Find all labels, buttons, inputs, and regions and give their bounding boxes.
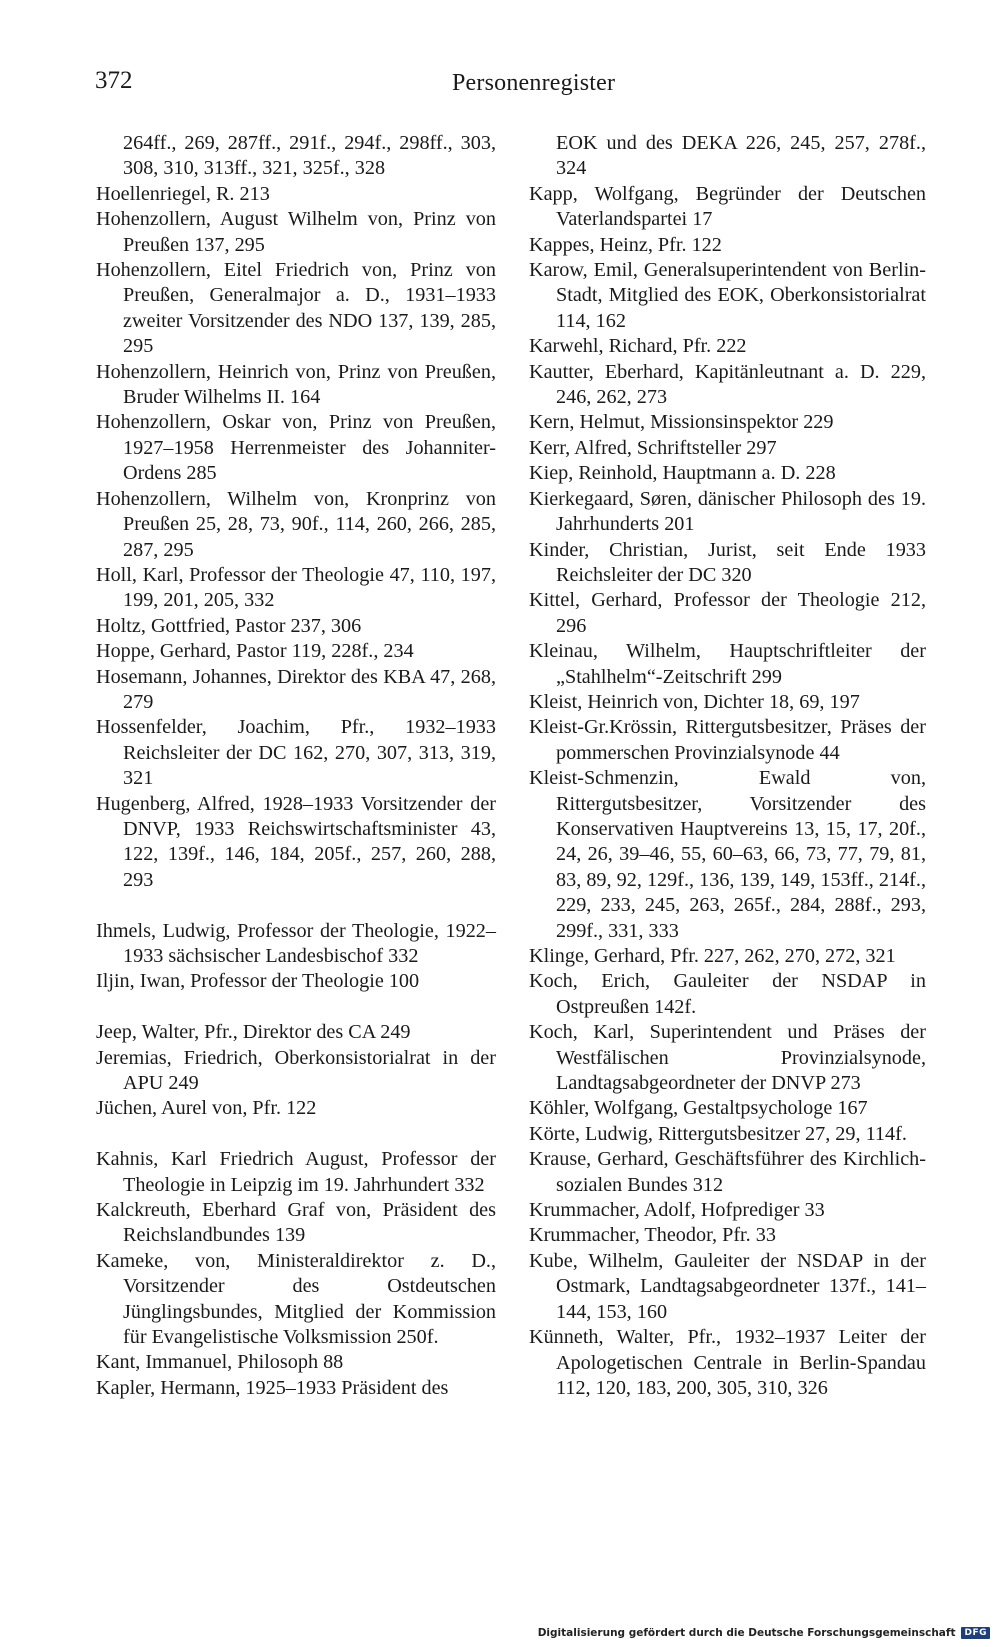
index-entry: Hoellenriegel, R. 213 [96,182,270,205]
index-entry: Krummacher, Adolf, Hofprediger 33 [529,1199,825,1222]
index-entry: Karwehl, Richard, Pfr. 222 [529,335,747,358]
footer-text: Digitalisierung gefördert durch die Deutsche Forschungsgemeinschaft [537,1627,956,1639]
index-entry: Kleist-Gr.Krössin, Rittergutsbesitzer, Präses der pommerschen Provinzialsynode 44 [529,716,926,764]
index-entry: Holtz, Gottfried, Pastor 237, 306 [96,614,362,637]
index-entry: Hohenzollern, August Wilhelm von, Prinz von Preußen 137, 295 [96,208,496,256]
index-entry: Köhler, Wolfgang, Gestaltpsychologe 167 [529,1097,868,1120]
index-entry: Hossenfelder, Joachim, Pfr., 1932–1933 Reichsleiter der DC 162, 270, 307, 313, 319, 321 [96,716,496,790]
index-entry: Kameke, von, Ministeraldirektor z. D., Vorsitzender des Ostdeutschen Jünglingsbundes, Mitglied der Kommission für Evangelistische Volksmission 250f. [96,1249,496,1349]
index-entry: Hohenzollern, Wilhelm von, Kronprinz von Preußen 25, 28, 73, 90f., 114, 260, 266, 285, 287, 295 [96,487,496,561]
index-entry: Hoppe, Gerhard, Pastor 119, 228f., 234 [96,640,414,663]
index-entry: Hohenzollern, Heinrich von, Prinz von Preußen, Bruder Wilhelms II. 164 [96,360,496,409]
index-entry: Ihmels, Ludwig, Professor der Theologie, 1922–1933 sächsischer Landesbischof 332 [96,919,496,967]
index-entry: Holl, Karl, Professor der Theologie 47, 110, 197, 199, 201, 205, 332 [96,563,496,612]
page-number: 372 [95,67,133,94]
index-column-right [529,131,926,1401]
index-entry: Klinge, Gerhard, Pfr. 227, 262, 270, 272, 321 [529,945,896,967]
index-entry: Kappes, Heinz, Pfr. 122 [529,233,722,256]
index-entry: Kleist-Schmenzin, Ewald von, Rittergutsbesitzer, Vorsitzender des Konservativen Hauptvereins 13, 15, 17, 20f., 24, 26, 39–46, 55, 60–63, 66, 73, 77, 79, 81, 83, 89, 92, 129f., 136, 139, 149, 153ff., 214f., 229, 233, 245, 263, 265f., 284, 288f., 293, 299f., 331, 333 [529,767,926,942]
index-entry: Kerr, Alfred, Schriftsteller 297 [529,436,777,459]
index-entry: Körte, Ludwig, Rittergutsbesitzer 27, 29, 114f. [529,1122,907,1145]
index-entry: Kinder, Christian, Jurist, seit Ende 1933 Reichsleiter der DC 320 [529,538,926,586]
index-entry: Kittel, Gerhard, Professor der Theologie 212, 296 [529,589,926,637]
index-entry: Künneth, Walter, Pfr., 1932–1937 Leiter der Apologetischen Centrale in Berlin-Spandau 112, 120, 183, 200, 305, 310, 326 [529,1326,926,1399]
index-entry: Kapp, Wolfgang, Begründer der Deutschen Vaterlandspartei 17 [529,182,926,231]
index-entry: Jeremias, Friedrich, Oberkonsistorialrat in der APU 249 [96,1046,496,1094]
index-entry: Hohenzollern, Eitel Friedrich von, Prinz von Preußen, Generalmajor a. D., 1931–1933 zweiter Vorsitzender des NDO 137, 139, 285, 295 [96,259,496,358]
index-entry: Hohenzollern, Oskar von, Prinz von Preußen, 1927–1958 Herrenmeister des Johanniter-Ordens 285 [96,411,496,485]
index-entry: Kant, Immanuel, Philosoph 88 [96,1351,344,1374]
digitization-footer [538,1627,990,1639]
index-entry: Krause, Gerhard, Geschäftsführer des Kirchlich-sozialen Bundes 312 [529,1148,926,1196]
index-entry: Kautter, Eberhard, Kapitänleutnant a. D. 229, 246, 262, 273 [529,360,926,409]
index-entry: Kalckreuth, Eberhard Graf von, Präsident des Reichslandbundes 139 [96,1199,496,1247]
index-entry: Jeep, Walter, Pfr., Direktor des CA 249 [96,1021,411,1044]
index-entry: Iljin, Iwan, Professor der Theologie 100 [96,970,420,993]
index-entry: Hugenberg, Alfred, 1928–1933 Vorsitzender der DNVP, 1933 Reichswirtschaftsminister 43, 122, 139f., 146, 184, 205f., 257, 260, 288, 293 [96,792,496,891]
dfg-logo: DFG [961,1627,990,1639]
index-entry: Hosemann, Johannes, Direktor des KBA 47, 268, 279 [96,665,496,713]
index-column-left [96,131,496,1401]
index-entry-continuation: 264ff., 269, 287ff., 291f., 294f., 298ff., 303, 308, 310, 313ff., 321, 325f., 328 [123,132,496,180]
index-entry-continuation: EOK und des DEKA 226, 245, 257, 278f., 324 [556,132,926,180]
index-entry: Kierkegaard, Søren, dänischer Philosoph des 19. Jahrhunderts 201 [529,487,926,536]
index-entry: Kube, Wilhelm, Gauleiter der NSDAP in der Ostmark, Landtagsabgeordneter 137f., 141–144, 153, 160 [529,1249,926,1323]
index-entry: Koch, Karl, Superintendent und Präses der Westfälischen Provinzialsynode, Landtagsabgeordneter der DNVP 273 [529,1021,926,1095]
index-entry: Karow, Emil, Generalsuperintendent von Berlin-Stadt, Mitglied des EOK, Oberkonsistorialrat 114, 162 [529,259,926,332]
index-entry: Jüchen, Aurel von, Pfr. 122 [96,1097,317,1120]
index-entry: Krummacher, Theodor, Pfr. 33 [529,1224,776,1247]
index-entry: Kleinau, Wilhelm, Hauptschriftleiter der „Stahlhelm“-Zeitschrift 299 [529,640,926,688]
index-entry: Kapler, Hermann, 1925–1933 Präsident des [96,1376,449,1399]
index-entry: Kiep, Reinhold, Hauptmann a. D. 228 [529,462,836,485]
index-entry: Koch, Erich, Gauleiter der NSDAP in Ostpreußen 142f. [529,970,926,1018]
running-head: Personenregister [452,70,616,96]
section-gap [96,1122,496,1147]
section-gap [96,893,496,918]
index-entry: Kern, Helmut, Missionsinspektor 229 [529,411,834,434]
index-entry: Kleist, Heinrich von, Dichter 18, 69, 197 [529,690,860,713]
section-gap [96,995,496,1020]
index-entry: Kahnis, Karl Friedrich August, Professor der Theologie in Leipzig im 19. Jahrhundert 332 [96,1148,496,1196]
